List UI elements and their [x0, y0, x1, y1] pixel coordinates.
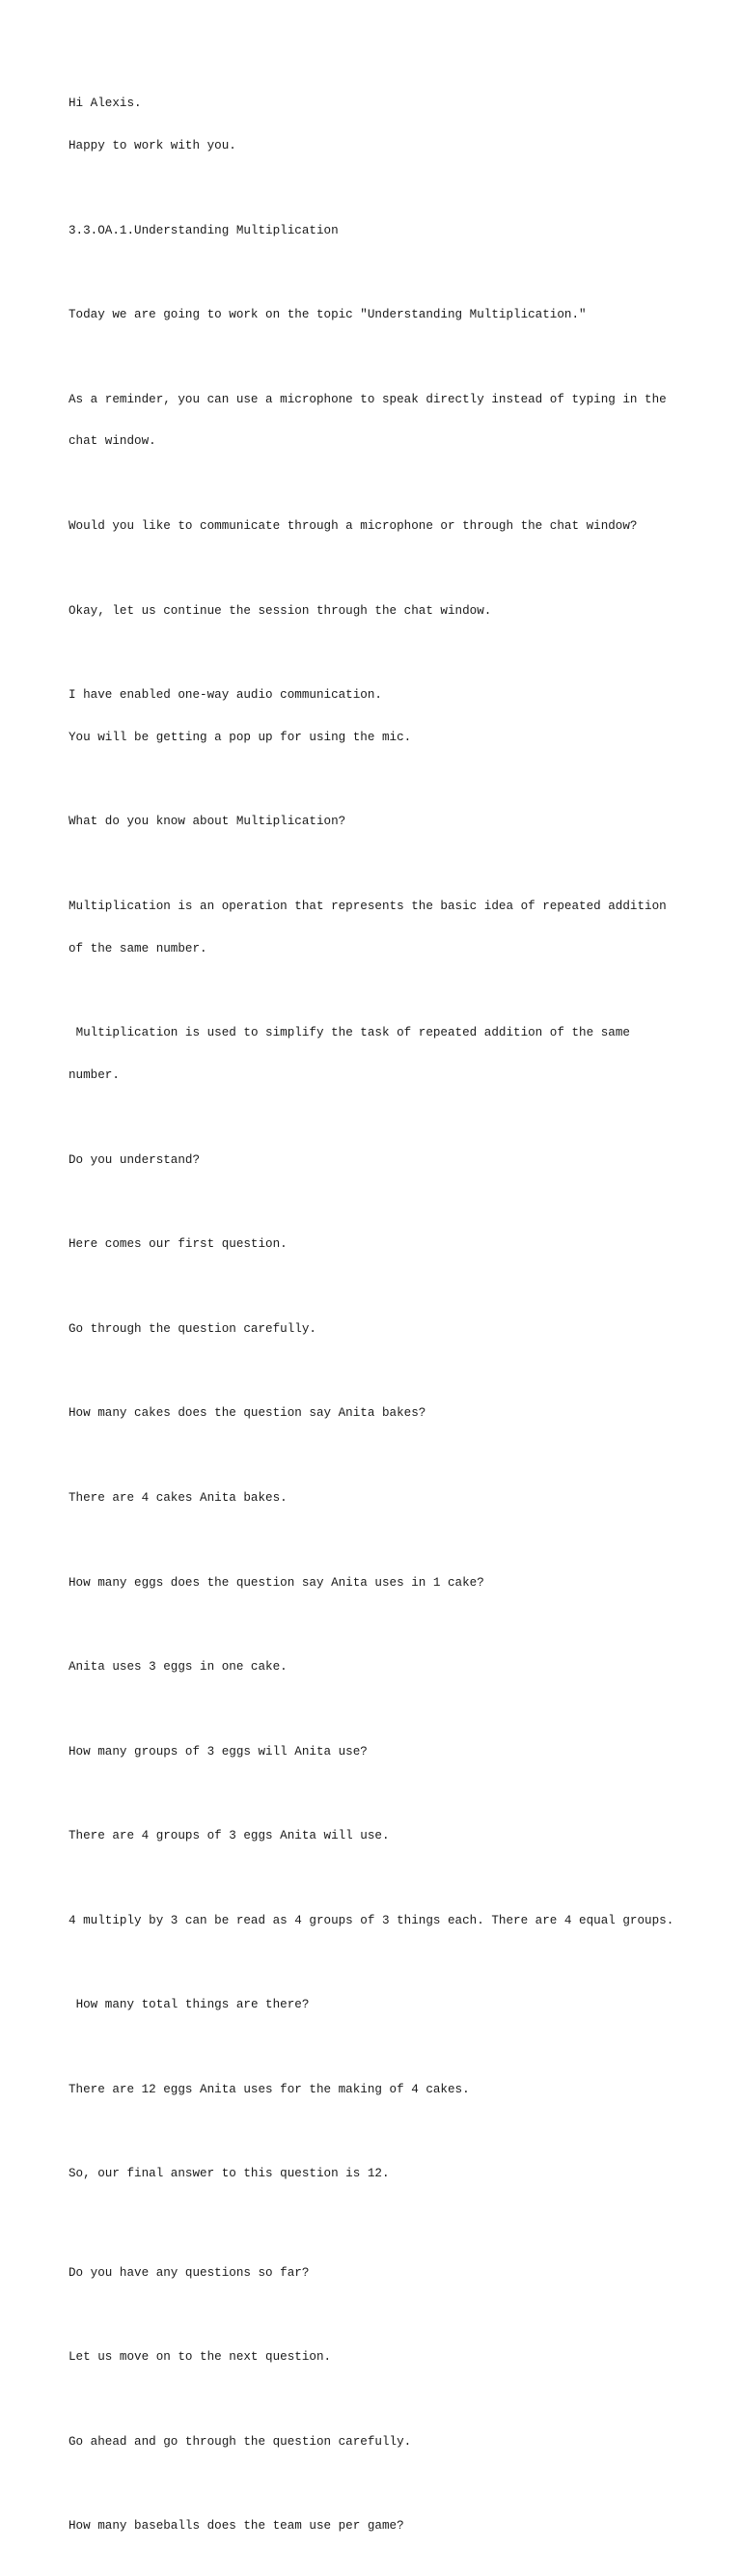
paragraph [69, 1547, 686, 1618]
text-line: Multiplication is used to simplify the task of repeated addition of the same [69, 1026, 630, 1040]
text-line: 4 multiply by 3 can be read as 4 groups of 3 things each. There are 4 equal groups. [69, 1913, 674, 1927]
paragraph [69, 1801, 686, 1871]
text-line: There are 12 eggs Anita uses for the making of 4 cakes. [69, 2082, 470, 2096]
paragraph [69, 364, 686, 477]
text-line: Go through the question carefully. [69, 1321, 316, 1336]
text-line: What do you know about Multiplication? [69, 815, 346, 829]
paragraph [69, 1886, 686, 1956]
text-line: There are 4 cakes Anita bakes. [69, 1490, 288, 1505]
text-line: How many baseballs does the team use per game? [69, 2519, 404, 2534]
text-line: Let us move on to the next question. [69, 2350, 332, 2365]
paragraph [69, 1463, 686, 1534]
paragraph [69, 787, 686, 857]
text-line: chat window. [69, 434, 156, 449]
paragraph [69, 2322, 686, 2393]
text-line: How many total things are there? [69, 1998, 310, 2012]
paragraph-greeting [69, 69, 686, 181]
text-line: Today we are going to work on the topic "Understanding Multiplication." [69, 308, 587, 322]
text-line: As a reminder, you can use a microphone to speak directly instead of typing in the [69, 392, 667, 406]
paragraph [69, 1716, 686, 1787]
paragraph [69, 2139, 686, 2209]
paragraph [69, 2491, 686, 2562]
text-line: Go ahead and go through the question carefully. [69, 2434, 412, 2449]
paragraph [69, 1632, 686, 1703]
text-line: How many groups of 3 eggs will Anita use? [69, 1744, 368, 1759]
text-line: Anita uses 3 eggs in one cake. [69, 1660, 288, 1675]
text-line: Do you understand? [69, 1152, 201, 1167]
paragraph [69, 575, 686, 646]
paragraph [69, 872, 686, 984]
text-line: Would you like to communicate through a microphone or through the chat window? [69, 519, 638, 533]
document-body [69, 69, 686, 2576]
paragraph-topic-code [69, 195, 686, 265]
paragraph [69, 2237, 686, 2308]
paragraph [69, 491, 686, 562]
text-line: How many eggs does the question say Anita uses in 1 cake? [69, 1575, 484, 1590]
text-line: Okay, let us continue the session through the chat window. [69, 603, 492, 618]
text-line: Multiplication is an operation that represents the basic idea of repeated addition [69, 900, 667, 914]
text-line: Hi Alexis. [69, 97, 142, 111]
text-line: You will be getting a pop up for using the mic. [69, 730, 412, 744]
text-line: Happy to work with you. [69, 138, 236, 152]
text-line: number. [69, 1068, 120, 1083]
text-line: of the same number. [69, 941, 207, 956]
paragraph [69, 2407, 686, 2478]
paragraph [69, 1970, 686, 2040]
paragraph [69, 2055, 686, 2125]
paragraph [69, 660, 686, 773]
text-line: I have enabled one-way audio communication. [69, 688, 382, 703]
text-line: So, our final answer to this question is 12. [69, 2167, 390, 2181]
text-line: Do you have any questions so far? [69, 2265, 310, 2280]
paragraph [69, 1209, 686, 1280]
text-line: How many cakes does the question say Anita bakes? [69, 1406, 426, 1421]
blank-line [69, 2224, 686, 2238]
paragraph [69, 1125, 686, 1196]
paragraph [69, 998, 686, 1111]
text-line: There are 4 groups of 3 eggs Anita will use. [69, 1829, 390, 1843]
paragraph [69, 1378, 686, 1449]
paragraph [69, 280, 686, 350]
text-line: Here comes our first question. [69, 1237, 288, 1252]
paragraph [69, 1294, 686, 1365]
text-line: 3.3.OA.1.Understanding Multiplication [69, 223, 339, 237]
